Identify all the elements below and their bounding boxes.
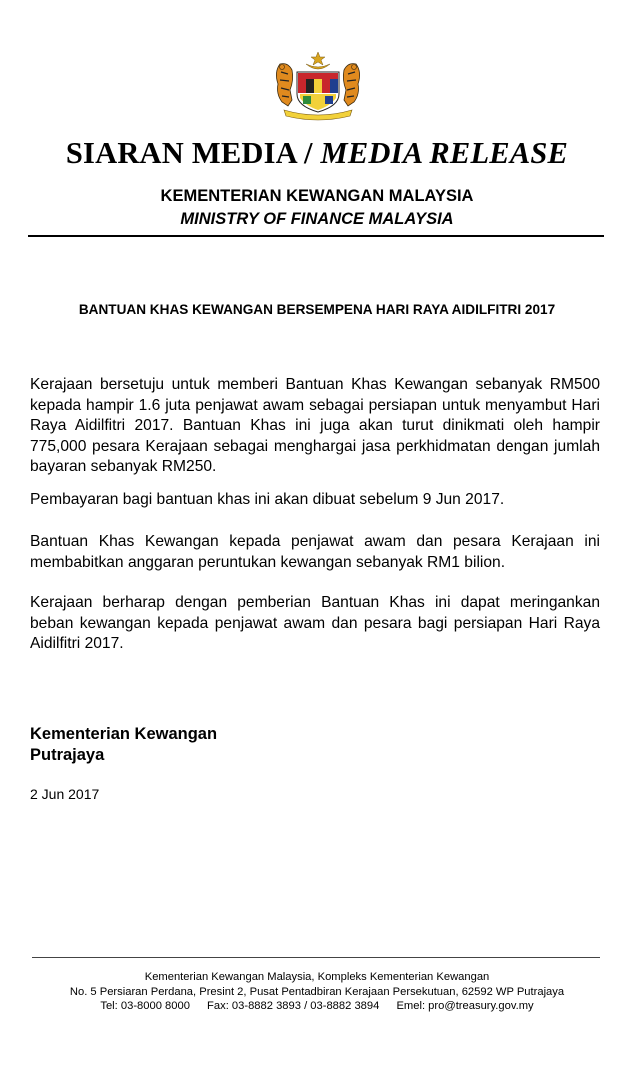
body-paragraph: Bantuan Khas Kewangan kepada penjawat awam dan pesara Kerajaan ini membabitkan anggaran peruntukan kewangan sebanyak RM1 bilion. — [30, 533, 600, 571]
signature-ministry: Kementerian Kewangan — [30, 725, 218, 743]
ministry-name-english: MINISTRY OF FINANCE MALAYSIA — [180, 210, 454, 228]
release-title — [0, 136, 634, 171]
footer-divider — [32, 957, 600, 958]
footer-address — [0, 970, 634, 1014]
signature-location: Putrajaya — [30, 746, 105, 764]
footer-fax: Fax: 03-8882 3893 / 03-8882 3894 — [207, 1000, 380, 1012]
signature-block — [30, 724, 217, 766]
release-date: 2 Jun 2017 — [30, 786, 100, 802]
header-divider — [28, 235, 604, 237]
body-paragraph: Kerajaan berharap dengan pemberian Bantuan Khas ini dapat meringankan beban kewangan kepada penjawat awam dan pesara bagi persiapan Hari Raya Aidilfitri 2017. — [30, 594, 600, 652]
release-title-english: MEDIA RELEASE — [320, 136, 569, 170]
release-headline: BANTUAN KHAS KEWANGAN BERSEMPENA HARI RAYA AIDILFITRI 2017 — [78, 302, 556, 317]
body-paragraph: Kerajaan bersetuju untuk memberi Bantuan Khas Kewangan sebanyak RM500 kepada hampir 1.6 juta penjawat awam sebagai persiapan untuk menyambut Hari Raya Aidilfitri 2017. Bantuan Khas ini juga akan turut dinikmati oleh hampir 775,000 pesara Kerajaan sebagai menghargai jasa perkhidmatan dengan jumlah bayaran sebanyak RM250. — [30, 376, 600, 475]
ministry-name-malay: KEMENTERIAN KEWANGAN MALAYSIA — [160, 187, 474, 205]
malaysia-coat-of-arms-icon — [270, 50, 366, 122]
footer-contact — [0, 999, 634, 1014]
footer-tel: Tel: 03-8000 8000 — [100, 1000, 190, 1012]
footer-line-1: Kementerian Kewangan Malaysia, Kompleks Kementerian Kewangan — [144, 971, 490, 983]
body-paragraph: Pembayaran bagi bantuan khas ini akan dibuat sebelum 9 Jun 2017. — [30, 491, 505, 508]
footer-line-2: No. 5 Persiaran Perdana, Presint 2, Pusat Pentadbiran Kerajaan Persekutuan, 62592 WP Putrajaya — [69, 985, 565, 998]
release-title-malay: SIARAN MEDIA / — [65, 136, 313, 170]
footer-email: Emel: pro@treasury.gov.my — [396, 1000, 534, 1012]
